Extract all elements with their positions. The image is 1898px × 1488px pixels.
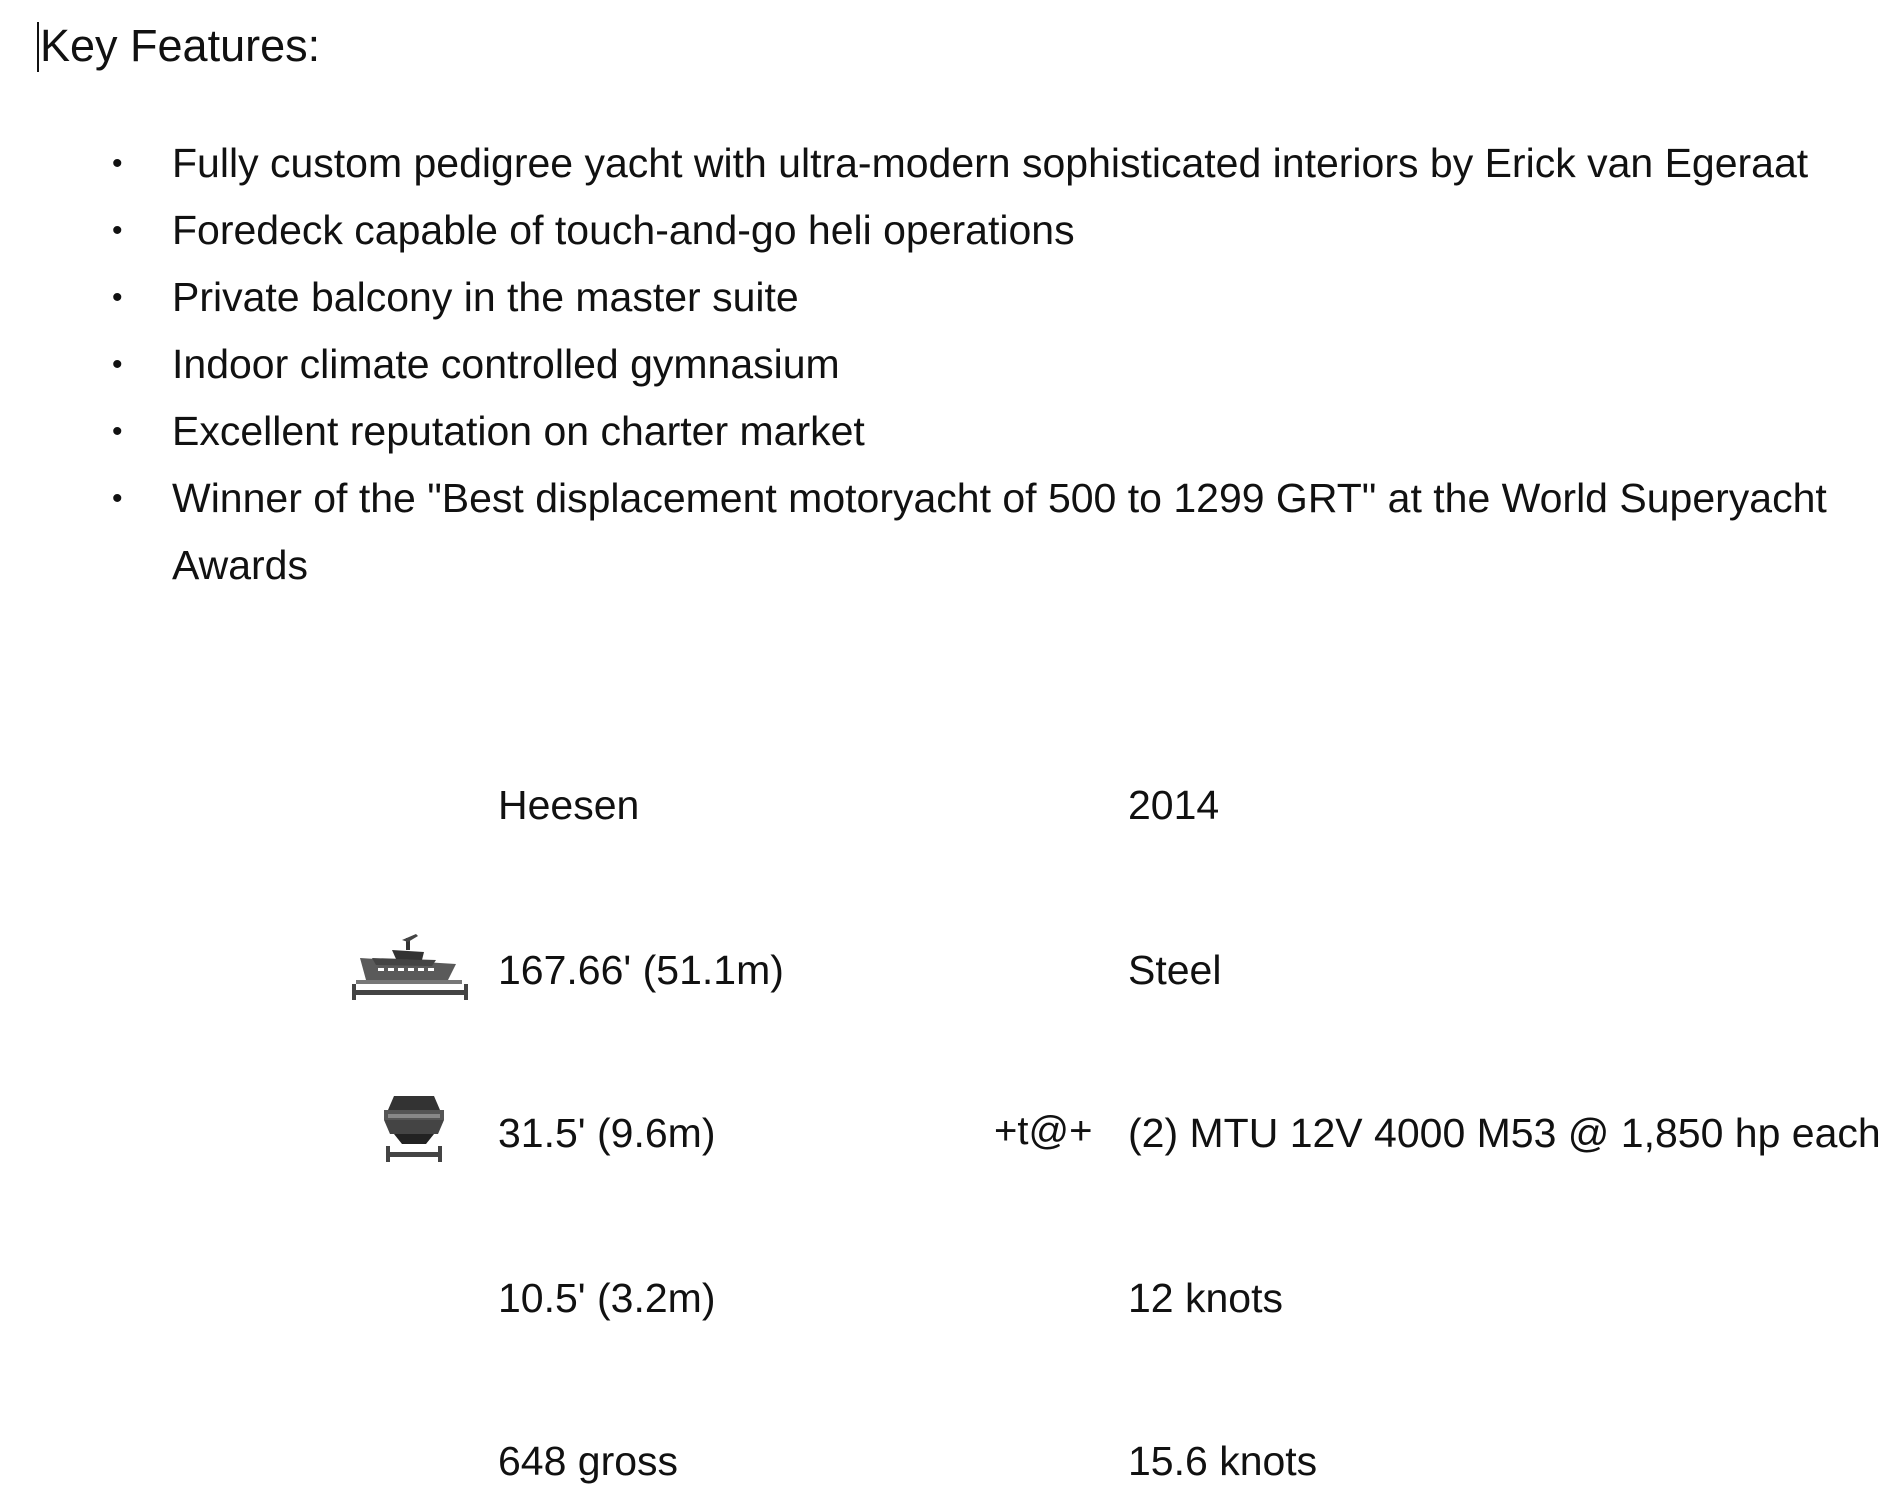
- engine-icon: +t@+: [994, 1109, 1093, 1153]
- bullet-icon: •: [112, 214, 123, 247]
- max-speed-value: 15.6 knots: [1128, 1438, 1318, 1484]
- engines-value: (2) MTU 12V 4000 M53 @ 1,850 hp each: [1128, 1110, 1881, 1156]
- bullet-icon: •: [112, 482, 123, 515]
- feature-item: [0, 398, 1898, 465]
- bullet-icon: •: [112, 415, 123, 448]
- feature-text: Excellent reputation on charter market: [172, 408, 865, 454]
- length-value: 167.66' (51.1m): [498, 947, 784, 993]
- feature-text: Foredeck capable of touch-and-go heli operations: [172, 207, 1075, 253]
- year-built-value: 2014: [1128, 782, 1220, 828]
- feature-text: Indoor climate controlled gymnasium: [172, 341, 840, 387]
- hull-material-value: Steel: [1128, 947, 1222, 993]
- beam-value: 31.5' (9.6m): [498, 1110, 716, 1156]
- feature-item: [0, 465, 1898, 599]
- cruise-speed-value: 12 knots: [1128, 1275, 1283, 1321]
- bullet-icon: •: [112, 281, 123, 314]
- feature-item: [0, 264, 1898, 331]
- yacht-length-icon: [352, 930, 468, 1011]
- yacht-beam-icon: [380, 1090, 448, 1169]
- bullet-icon: •: [112, 147, 123, 180]
- feature-item: [0, 331, 1898, 398]
- text-cursor: [37, 22, 39, 72]
- feature-item: [0, 197, 1898, 264]
- feature-text: Fully custom pedigree yacht with ultra-modern sophisticated interiors by Erick van Egeraat: [172, 140, 1809, 186]
- key-features-list: [0, 130, 1898, 599]
- gross-tonnage-value: 648 gross: [498, 1438, 679, 1484]
- draft-value: 10.5' (3.2m): [498, 1275, 716, 1321]
- builder-value: Heesen: [498, 782, 640, 828]
- bullet-icon: •: [112, 348, 123, 381]
- key-features-heading: Key Features:: [40, 20, 321, 71]
- feature-item: [0, 130, 1898, 197]
- feature-text: Winner of the "Best displacement motoryacht of 500 to 1299 GRT" at the World Superyacht Awards: [172, 475, 1827, 588]
- feature-text: Private balcony in the master suite: [172, 274, 799, 320]
